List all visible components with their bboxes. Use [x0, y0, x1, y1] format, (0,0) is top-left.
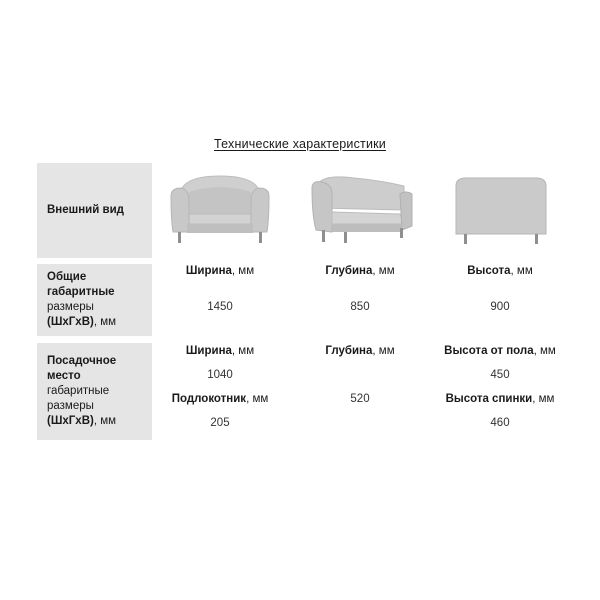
overall-depth-value: 850 [350, 301, 370, 313]
label-seat-dimensions: Посадочное место габаритные размеры (ШхГхВ), мм [37, 343, 152, 440]
sofa-back-view-icon [448, 172, 554, 248]
sofa-angled-view-icon [308, 170, 418, 248]
sofa-front-view-icon [167, 170, 273, 248]
seat-width-value: 1040 [207, 369, 233, 381]
seat-back-height-value: 460 [490, 417, 510, 429]
seat-floor-height-value: 450 [490, 369, 510, 381]
overall-width-value: 1450 [207, 301, 233, 313]
spec-title: Технические характеристики [214, 137, 386, 151]
seat-depth-label: Глубина, мм [325, 345, 395, 357]
seat-depth-value: 520 [350, 393, 370, 405]
overall-height-value: 900 [490, 301, 510, 313]
overall-depth-label: Глубина, мм [325, 265, 395, 277]
seat-back-height-label: Высота спинки, мм [445, 393, 555, 405]
seat-floor-height-label: Высота от пола, мм [444, 345, 556, 357]
label-appearance: Внешний вид [37, 163, 152, 258]
label-overall-dimensions: Общие габаритные размеры (ШхГхВ), мм [37, 264, 152, 336]
overall-width-label: Ширина, мм [185, 265, 255, 277]
seat-armrest-value: 205 [210, 417, 230, 429]
overall-height-label: Высота, мм [467, 265, 533, 277]
seat-width-label: Ширина, мм [185, 345, 255, 357]
seat-armrest-label: Подлокотник, мм [171, 393, 269, 405]
